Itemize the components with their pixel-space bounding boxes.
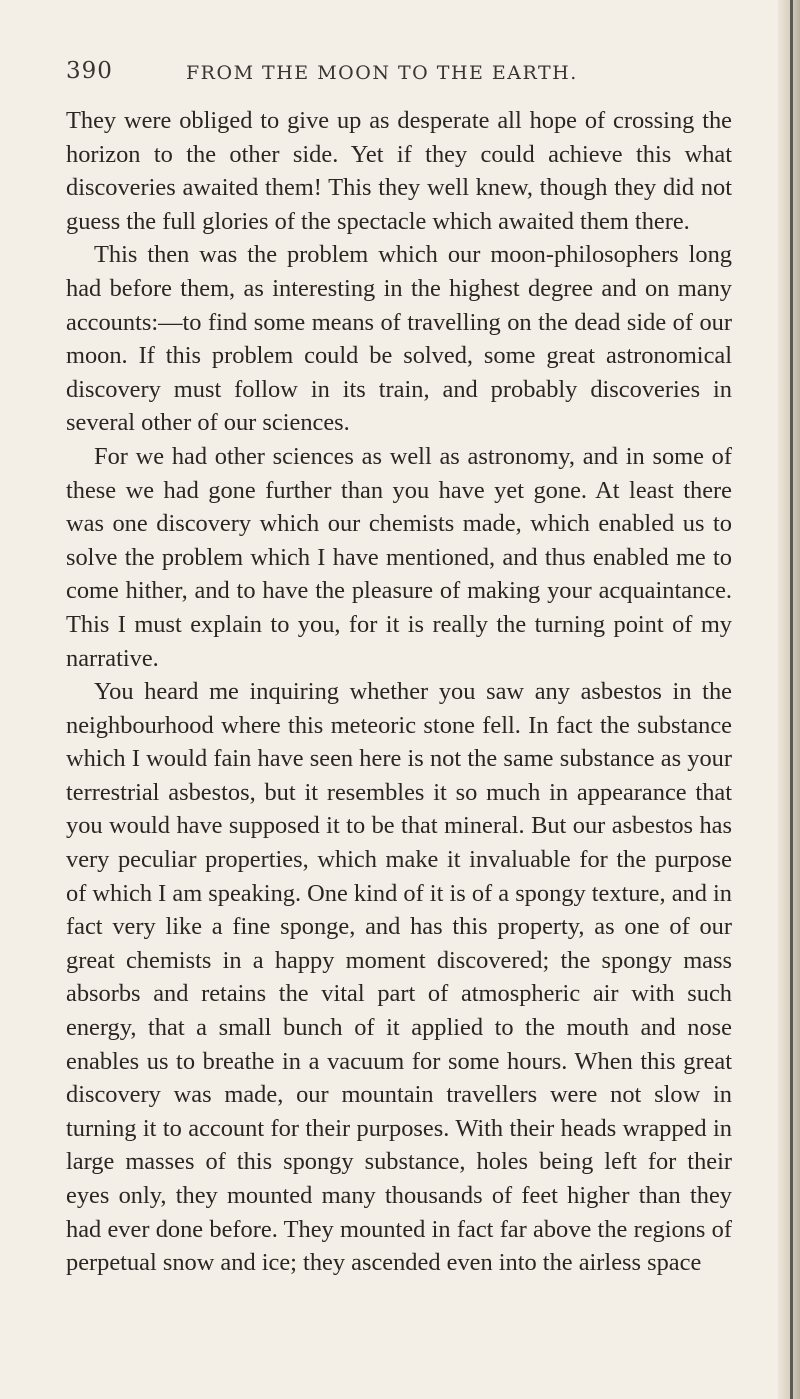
paragraph-3: For we had other sciences as well as astronomy, and in some of these we had gone further than you have yet gone. At least there was one discovery which our chemists made, which enabled us to solve the problem which I have mentioned, and thus enabled me to come hither, and to have the pleasure of making your acquaintance. This I must explain to you, for it is really the turning point of my narrative.: [66, 442, 732, 672]
page-number: 390: [66, 58, 113, 84]
body-text: [66, 104, 732, 1280]
binding-shadow: [790, 0, 793, 1399]
paragraph-1: They were obliged to give up as desperate all hope of crossing the horizon to the other side. Yet if they could achieve this what discoveries awaited them! This they well knew, though they did not guess the full glories of the spectacle which awaited them there.: [66, 107, 732, 235]
paragraph-4: You heard me inquiring whether you saw any asbestos in the neighbourhood where this meteoric stone fell. In fact the substance which I would fain have seen here is not the same substance as your terrestrial asbestos, but it resembles it so much in appearance that you would have supposed it to be that mineral. But our asbestos has very peculiar properties, which make it invaluable for the purpose of which I am speaking. One kind of it is of a spongy texture, and in fact very like a fine sponge, and has this property, as one of our great chemists in a happy moment discovered; the spongy mass absorbs and retains the vital part of atmospheric air with such energy, that a small bunch of it applied to the mouth and nose enables us to breathe in a vacuum for some hours. When this great discovery was made, our mountain travellers were not slow in turning it to account for their purposes. With their heads wrapped in large masses of this spongy substance, holes being left for their eyes only, they mounted many thousands of feet higher than they had ever done before. They mounted in fact far above the regions of perpetual snow and ice; they ascended even into the airless space: [66, 678, 732, 1277]
page-edge: [778, 0, 800, 1399]
paragraph-2: This then was the problem which our moon-philosophers long had before them, as interesting in the highest degree and on many accounts:—to find some means of travelling on the dead side of our moon. If this problem could be solved, some great astronomical discovery must follow in its train, and probably discoveries in several other of our sciences.: [66, 241, 732, 437]
page-header: [66, 58, 732, 94]
running-title: FROM THE MOON TO THE EARTH.: [186, 62, 578, 84]
